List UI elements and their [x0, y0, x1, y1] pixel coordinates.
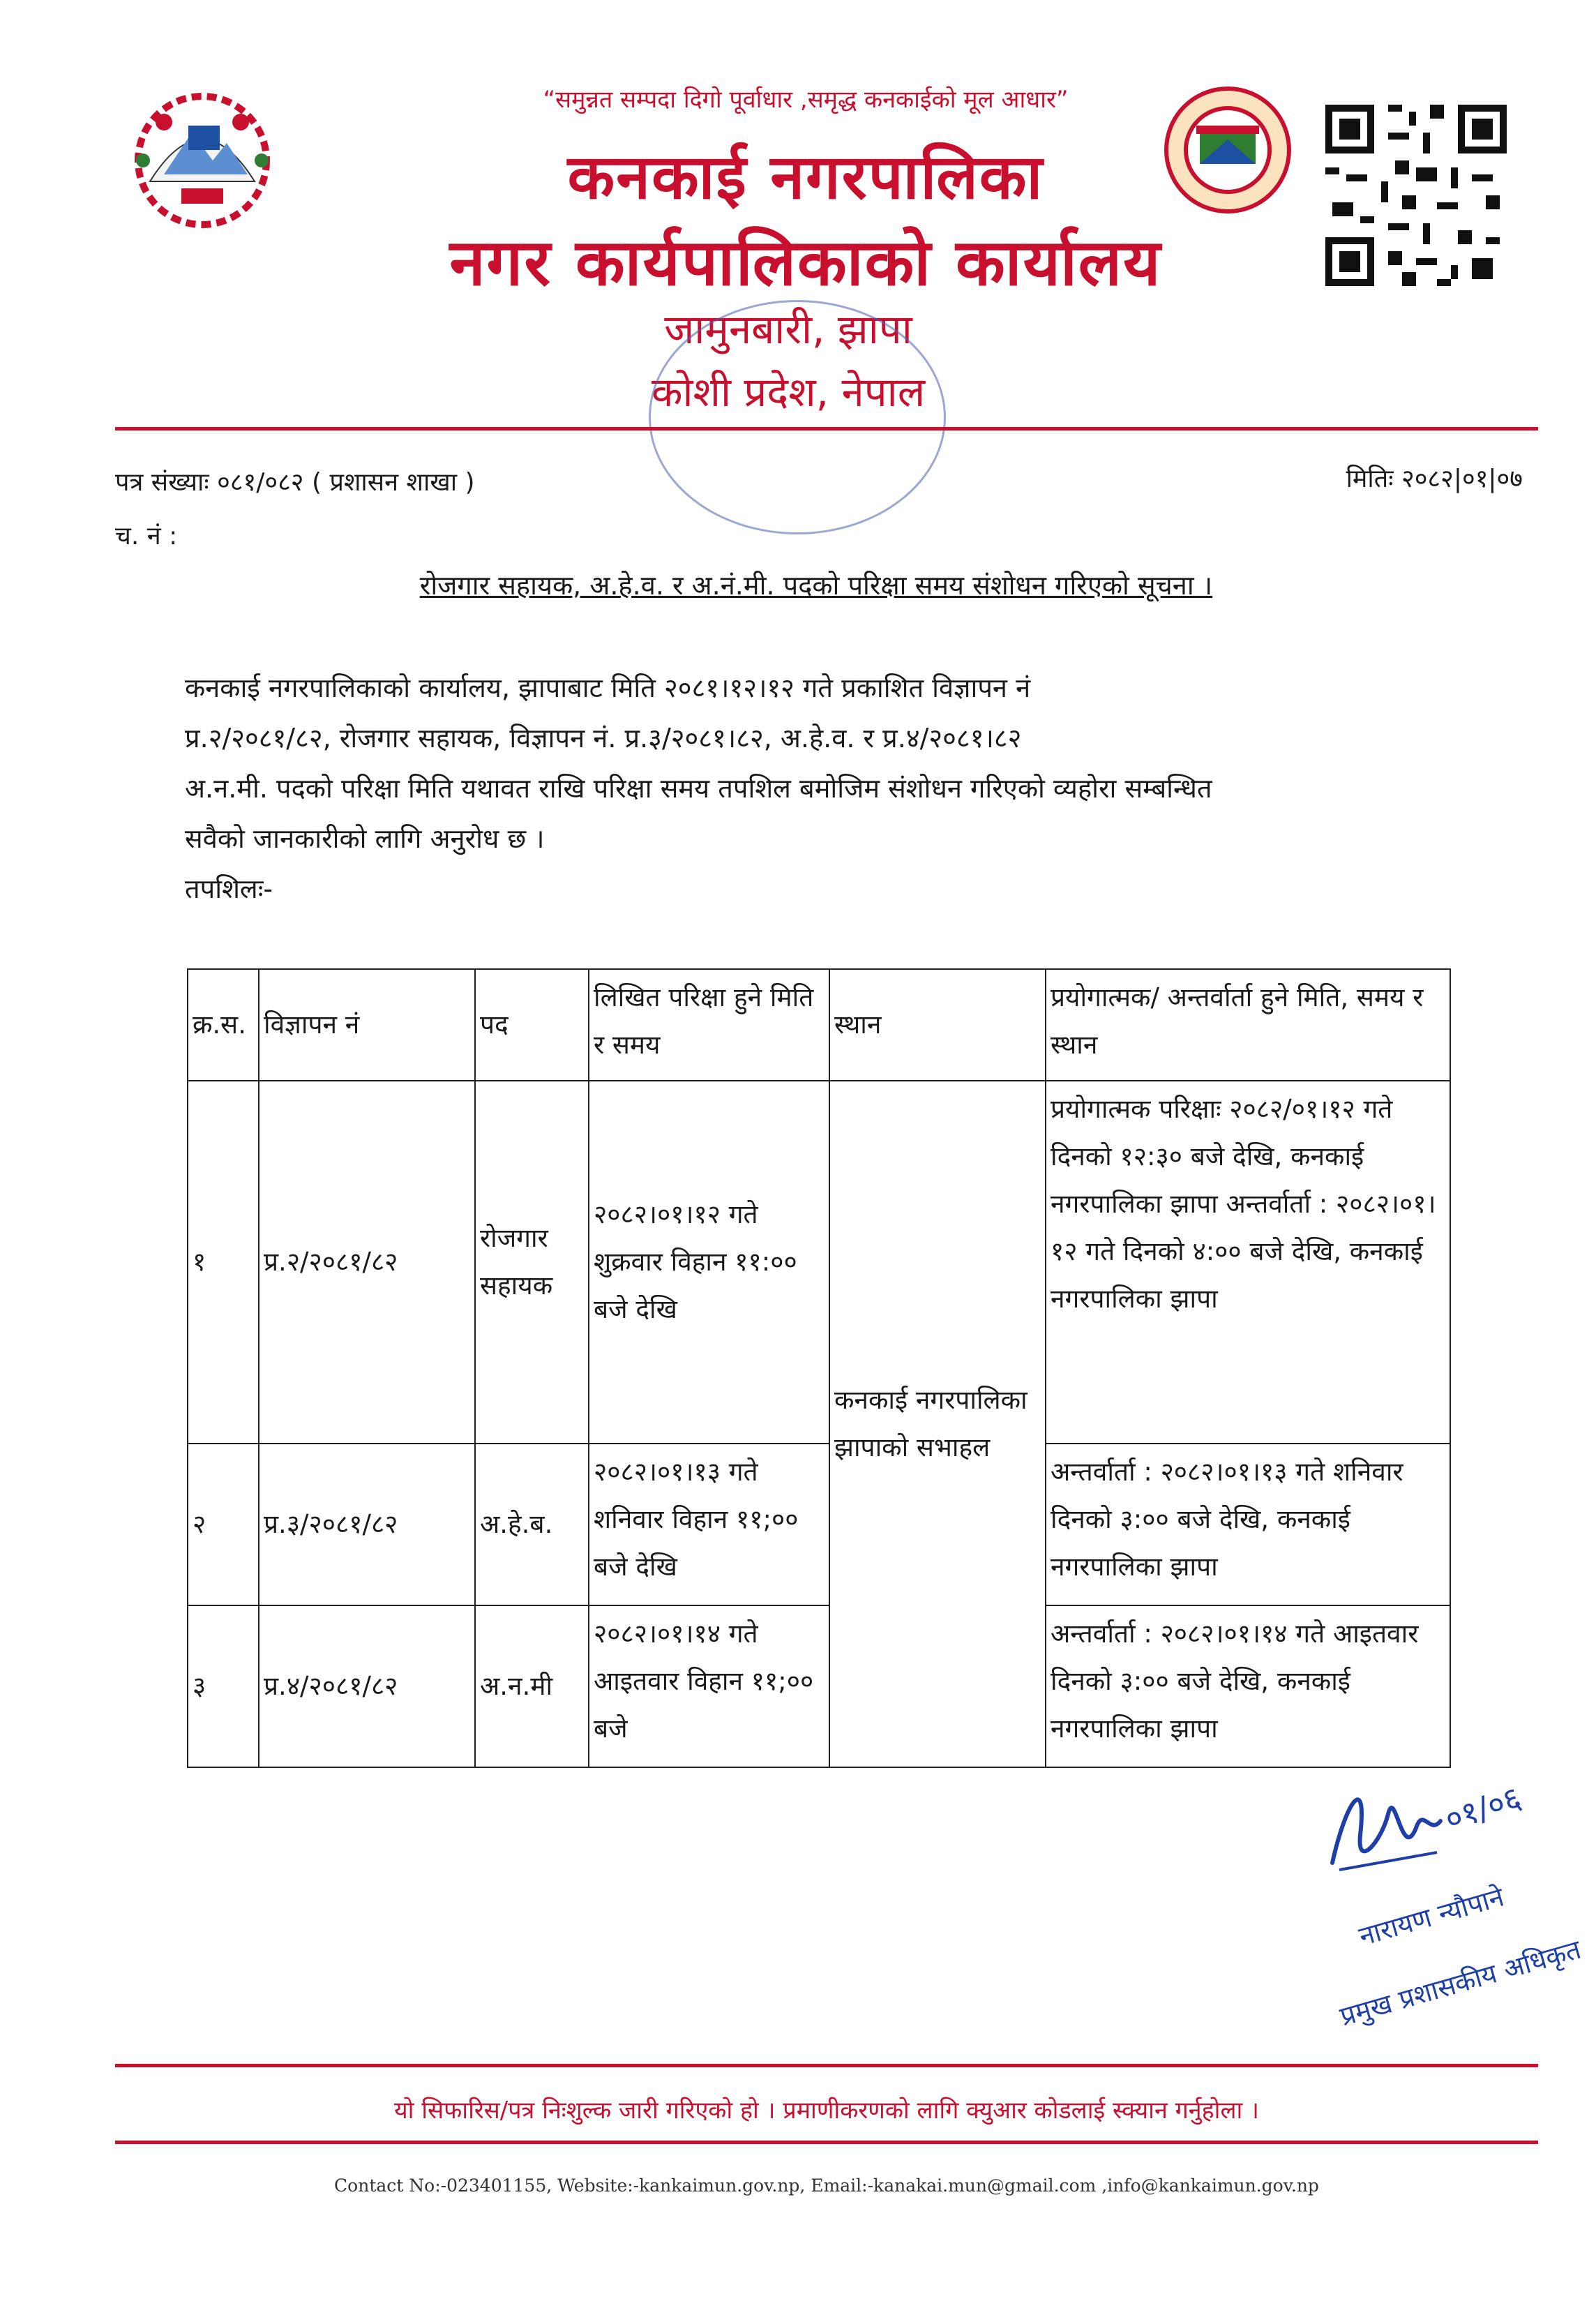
- address-district: जामुनबारी, झापा: [664, 306, 912, 353]
- serial-cell: १: [188, 1081, 259, 1444]
- body-line: सवैको जानकारीको लागि अनुरोध छ ।: [185, 823, 545, 854]
- header-cell: क्र.स.: [188, 969, 259, 1081]
- municipality-logo-icon: [1161, 84, 1294, 216]
- office-stamp: [649, 300, 946, 534]
- advertisement-no-cell: प्र.३/२०८१/८२: [259, 1444, 475, 1605]
- written-exam-cell: २०८२।०१।१२ गते शुक्रवार विहान ११:०० बजे देखि: [589, 1081, 829, 1444]
- header-cell: प्रयोगात्मक/ अन्तर्वार्ता हुने मिति, समय र स्थान: [1046, 969, 1450, 1081]
- written-exam-cell: २०८२।०१।१४ गते आइतवार विहान ११;०० बजे: [589, 1605, 829, 1767]
- advertisement-no-cell: प्र.४/२०८१/८२: [259, 1605, 475, 1767]
- notice-subject: रोजगार सहायक, अ.हे.व. र अ.नं.मी. पदको परिक्षा समय संशोधन गरिएको सूचना ।: [419, 570, 1213, 601]
- table-row: [188, 1081, 1450, 1444]
- signatory-name: नारायण न्यौपाने: [1355, 1881, 1507, 1952]
- address-province: कोशी प्रदेश, नेपाल: [651, 368, 926, 416]
- table-row: [188, 1444, 1450, 1605]
- contact-info: Contact No:-023401155, Website:-kankaimun.gov.np, Email:-kanakai.mun@gmail.com ,info@kankaimun.gov.np: [334, 2175, 1319, 2196]
- nepal-government-emblem-icon: [122, 84, 283, 230]
- venue-cell: कनकाई नगरपालिका झापाको सभाहल: [829, 1081, 1046, 1767]
- signature-date: ०१/०६: [1440, 1778, 1526, 1838]
- post-cell: रोजगार सहायक: [475, 1081, 589, 1444]
- practical-interview-cell: अन्तर्वार्ता : २०८२।०१।१४ गते आइतवार दिनको ३:०० बजे देखि, कनकाई नगरपालिका झापा: [1046, 1605, 1450, 1767]
- post-cell: अ.न.मी: [475, 1605, 589, 1767]
- footer-divider-top: [115, 2064, 1538, 2067]
- qr-code-icon: [1318, 98, 1514, 293]
- header-cell: स्थान: [829, 969, 1046, 1081]
- body-line: कनकाई नगरपालिकाको कार्यालय, झापाबाट मिति २०८१।१२।१२ गते प्रकाशित विज्ञापन नं: [185, 673, 1031, 703]
- municipality-name: कनकाई नगरपालिका: [567, 141, 1044, 213]
- header-cell: विज्ञापन नं: [259, 969, 475, 1081]
- post-cell: अ.हे.ब.: [475, 1444, 589, 1605]
- notice-body: [185, 663, 1468, 914]
- written-exam-cell: २०८२।०१।१३ गते शनिवार विहान ११;०० बजे देखि: [589, 1444, 829, 1605]
- letter-date: मितिः २०८२|०१|०७: [1346, 465, 1523, 493]
- serial-cell: ३: [188, 1605, 259, 1767]
- signatory-designation: प्रमुख प्रशासकीय अधिकृत: [1337, 1933, 1585, 2032]
- letter-number: पत्र संख्याः ०८१/०८२ ( प्रशासन शाखा ): [115, 468, 475, 497]
- footer-note: यो सिफारिस/पत्र निःशुल्क जारी गरिएको हो । प्रमाणीकरणको लागि क्युआर कोडलाई स्क्यान गर्नुहोला ।: [393, 2097, 1260, 2125]
- office-name: नगर कार्यपालिकाको कार्यालय: [449, 225, 1162, 300]
- table-header-row: [188, 969, 1450, 1081]
- serial-cell: २: [188, 1444, 259, 1605]
- header-cell: पद: [475, 969, 589, 1081]
- practical-interview-cell: प्रयोगात्मक परिक्षाः २०८२/०१।१२ गते दिनको १२:३० बजे देखि, कनकाई नगरपालिका झापा अन्तर्वार्ता : २०८२।०१।१२ गते दिनको ४:०० बजे देखि, कनकाई नगरपालिका झापा: [1046, 1081, 1450, 1444]
- municipality-motto: “समुन्नत सम्पदा दिगो पूर्वाधार ,समृद्ध कनकाईको मूल आधार”: [543, 86, 1069, 114]
- header-divider: [115, 427, 1538, 430]
- practical-interview-cell: अन्तर्वार्ता : २०८२।०१।१३ गते शनिवार दिनको ३:०० बजे देखि, कनकाई नगरपालिका झापा: [1046, 1444, 1450, 1605]
- table-row: [188, 1605, 1450, 1767]
- body-line: प्र.२/२०८१/८२, रोजगार सहायक, विज्ञापन नं. प्र.३/२०८१।८२, अ.हे.व. र प्र.४/२०८१।८२: [185, 723, 1022, 754]
- dispatch-number: च. नं :: [115, 522, 178, 550]
- body-line: अ.न.मी. पदको परिक्षा मिति यथावत राखि परिक्षा समय तपशिल बमोजिम संशोधन गरिएको व्यहोरा सम्बन्धित: [185, 773, 1212, 804]
- header-cell: लिखित परिक्षा हुने मिति र समय: [589, 969, 829, 1081]
- footer-divider-bottom: [115, 2141, 1538, 2144]
- advertisement-no-cell: प्र.२/२०८१/८२: [259, 1081, 475, 1444]
- details-label: तपशिलः-: [185, 874, 273, 904]
- exam-schedule-table: [187, 968, 1451, 1768]
